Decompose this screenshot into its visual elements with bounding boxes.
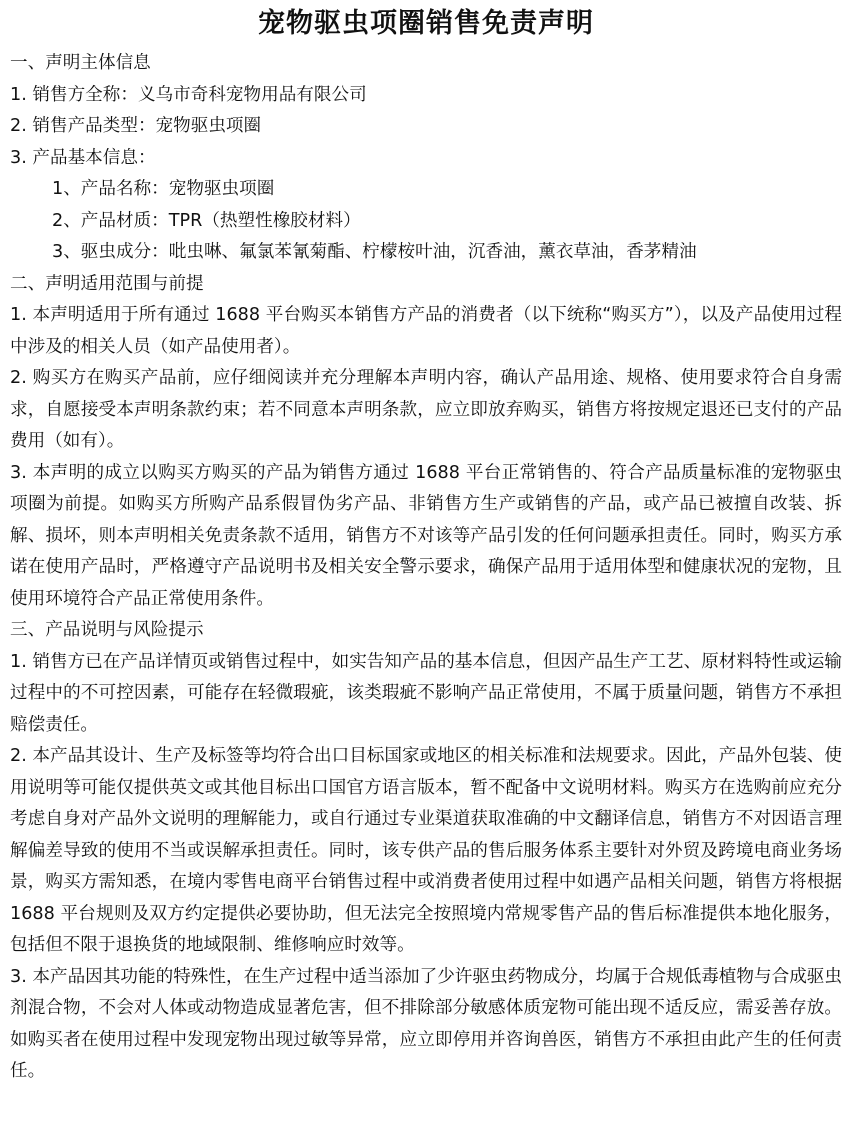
section-subject-info [10,48,842,269]
scope-paragraph-1: 1. 本声明适用于所有通过 1688 平台购买本销售方产品的消费者（以下统称“购买方”），以及产品使用过程中涉及的相关人员（如产品使用者）。 [10,305,842,357]
section-heading: 一、声明主体信息 [10,53,151,73]
product-name-subitem: 1、产品名称：宠物驱虫项圈 [52,179,275,199]
product-material-subitem: 2、产品材质：TPR（热塑性橡胶材料） [52,210,361,231]
risk-paragraph-2: 2. 本产品其设计、生产及标签等均符合出口目标国家或地区的相关标准和法规要求。因此，产品外包装、使用说明等可能仅提供英文或其他目标出口国官方语言版本，暂不配备中文说明材料。购买方在选购前应充分考虑自身对产品外文说明的理解能力，或自行通过专业渠道获取准确的中文翻译信息，销售方不对因语言理解偏差导致的使用不当或误解承担责任。同时，该专供产品的售后服务体系主要针对外贸及跨境电商业务场景，购买方需知悉，在境内零售电商平台销售过程中或消费者使用过程中如遇产品相关问题，销售方将根据 1688 平台规则及双方约定提供必要协助，但无法完全按照境内常规零售产品的售后标准提供本地化服务，包括但不限于退换货的地域限制、维修响应时效等。 [10,746,842,955]
scope-paragraph-2: 2. 购买方在购买产品前，应仔细阅读并充分理解本声明内容，确认产品用途、规格、使用要求符合自身需求，自愿接受本声明条款约束；若不同意本声明条款，应立即放弃购买，销售方将按规定退还已支付的产品费用（如有）。 [10,368,842,451]
product-ingredients-subitem: 3、驱虫成分：吡虫啉、氟氯苯氰菊酯、柠檬桉叶油，沉香油，薰衣草油，香茅精油 [52,242,697,262]
product-type-item: 2. 销售产品类型：宠物驱虫项圈 [10,116,262,136]
seller-name-item: 1. 销售方全称：义乌市奇科宠物用品有限公司 [10,84,367,105]
section-risk [10,615,842,1088]
section-heading: 三、产品说明与风险提示 [10,620,204,640]
risk-paragraph-3: 3. 本产品因其功能的特殊性，在生产过程中适当添加了少许驱虫药物成分，均属于合规低毒植物与合成驱虫剂混合物，不会对人体或动物造成显著危害，但不排除部分敏感体质宠物可能出现不适反应，需妥善存放。如购买者在使用过程中发现宠物出现过敏等异常，应立即停用并咨询兽医，销售方不承担由此产生的任何责任。 [10,966,842,1081]
section-heading: 二、声明适用范围与前提 [10,273,204,294]
section-scope [10,269,842,616]
document-title: 宠物驱虫项圈销售免责声明 [258,8,594,39]
scope-paragraph-3: 3. 本声明的成立以购买方购买的产品为销售方通过 1688 平台正常销售的、符合产品质量标准的宠物驱虫项圈为前提。如购买方所购产品系假冒伪劣产品、非销售方生产或销售的产品，或产品已被擅自改装、拆解、损坏，则本声明相关免责条款不适用，销售方不对该等产品引发的任何问题承担责任。同时，购买方承诺在使用产品时，严格遵守产品说明书及相关安全警示要求，确保产品用于适用体型和健康状况的宠物，且使用环境符合产品正常使用条件。 [10,462,842,609]
product-info-item: 3. 产品基本信息： [10,147,156,168]
risk-paragraph-1: 1. 销售方已在产品详情页或销售过程中，如实告知产品的基本信息，但因产品生产工艺、原材料特性或运输过程中的不可控因素，可能存在轻微瑕疵，该类瑕疵不影响产品正常使用，不属于质量问题，销售方不承担赔偿责任。 [10,651,842,735]
